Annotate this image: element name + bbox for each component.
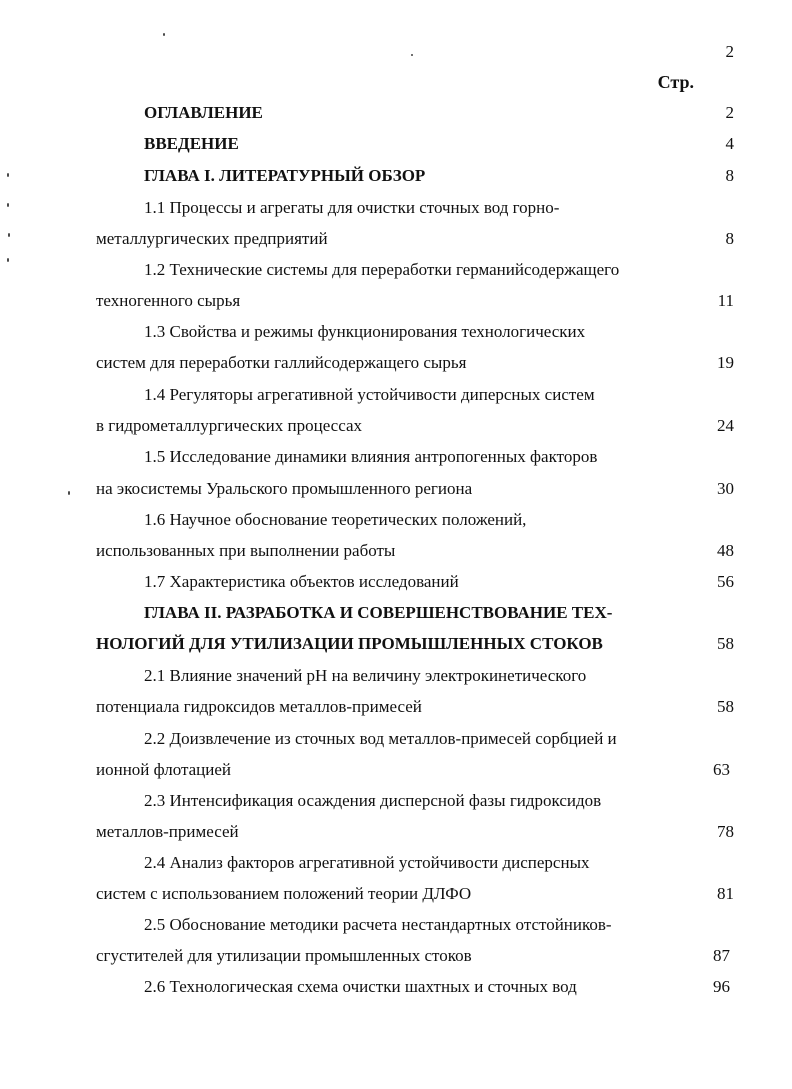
toc-entry-title-continued: систем с использованием положений теории ДЛФО: [96, 884, 472, 903]
toc-entry-title: 1.7 Характеристика объектов исследований: [144, 572, 459, 591]
toc-entry-title-continued: в гидрометаллургических процессах: [96, 416, 363, 435]
toc-entry-title-continued: потенциала гидроксидов металлов-примесей: [96, 697, 422, 716]
toc-entry-title-continued: металлургических предприятий: [96, 229, 328, 248]
page-number: 2: [725, 42, 734, 61]
toc-page: 78: [717, 822, 734, 841]
scan-speck: [8, 233, 10, 237]
toc-entry-title-continued: НОЛОГИЙ ДЛЯ УТИЛИЗАЦИИ ПРОМЫШЛЕННЫХ СТОКОВ: [96, 634, 603, 653]
toc-entry-title: 2.1 Влияние значений pH на величину электрокинетического: [144, 666, 587, 685]
toc-entry-title: ВВЕДЕНИЕ: [144, 134, 239, 153]
toc-page: 87: [713, 946, 730, 965]
scan-speck: [68, 491, 70, 495]
toc-entry-title-continued: ионной флотацией: [96, 760, 232, 779]
toc-page: 48: [717, 541, 734, 560]
toc-entry-title: 1.2 Технические системы для переработки германийсодержащего: [144, 260, 620, 279]
toc-page: 19: [717, 353, 734, 372]
toc-entry-title: ГЛАВА I. ЛИТЕРАТУРНЫЙ ОБЗОР: [144, 166, 426, 185]
toc-page: 8: [725, 166, 734, 185]
toc-page: 58: [717, 634, 734, 653]
toc-page: 2: [725, 103, 734, 122]
toc-entry-title-continued: на экосистемы Уральского промышленного региона: [96, 479, 473, 498]
toc-entry-title: 1.6 Научное обоснование теоретических положений,: [144, 510, 527, 529]
toc-entry-title-continued: систем для переработки галлийсодержащего сырья: [96, 353, 467, 372]
toc-page: 81: [717, 884, 734, 903]
toc-entry-title: 2.3 Интенсификация осаждения дисперсной фазы гидроксидов: [144, 791, 602, 810]
toc-entry-title: 1.5 Исследование динамики влияния антропогенных факторов: [144, 447, 598, 466]
scan-speck: [163, 33, 165, 36]
toc-page: 56: [717, 572, 734, 591]
page-column-header: Стр.: [657, 72, 694, 92]
toc-page: 96: [713, 977, 730, 996]
toc-page: 30: [717, 479, 734, 498]
toc-entry-title: 2.5 Обоснование методики расчета нестандартных отстойников-: [144, 915, 612, 934]
toc-page: 63: [713, 760, 730, 779]
scan-speck: [411, 54, 413, 56]
toc-entry-title: 1.4 Регуляторы агрегативной устойчивости диперсных систем: [144, 385, 595, 404]
toc-page: 24: [717, 416, 734, 435]
toc-page: 4: [725, 134, 734, 153]
toc-entry-title-continued: техногенного сырья: [96, 291, 241, 310]
toc-page: 11: [717, 291, 734, 310]
toc-page: 8: [725, 229, 734, 248]
toc-entry-title-continued: использованных при выполнении работы: [96, 541, 396, 560]
toc-entry-title: 1.1 Процессы и агрегаты для очистки сточных вод горно-: [144, 198, 560, 217]
toc-entry-title: 2.2 Доизвлечение из сточных вод металлов-примесей сорбцией и: [144, 729, 617, 748]
toc-entry-title-continued: сгустителей для утилизации промышленных стоков: [96, 946, 472, 965]
scan-speck: [7, 173, 9, 177]
scan-speck: [7, 203, 9, 207]
toc-entry-title: 2.4 Анализ факторов агрегативной устойчивости дисперсных: [144, 853, 590, 872]
toc-entry-title: ОГЛАВЛЕНИЕ: [144, 103, 263, 122]
toc-page: 58: [717, 697, 734, 716]
toc-entry-title: 2.6 Технологическая схема очистки шахтных и сточных вод: [144, 977, 577, 996]
toc-entry-title: ГЛАВА II. РАЗРАБОТКА И СОВЕРШЕНСТВОВАНИЕ ТЕХ-: [144, 603, 613, 622]
toc-entry-title-continued: металлов-примесей: [96, 822, 239, 841]
scan-speck: [7, 258, 9, 262]
toc-entry-title: 1.3 Свойства и режимы функционирования технологических: [144, 322, 586, 341]
